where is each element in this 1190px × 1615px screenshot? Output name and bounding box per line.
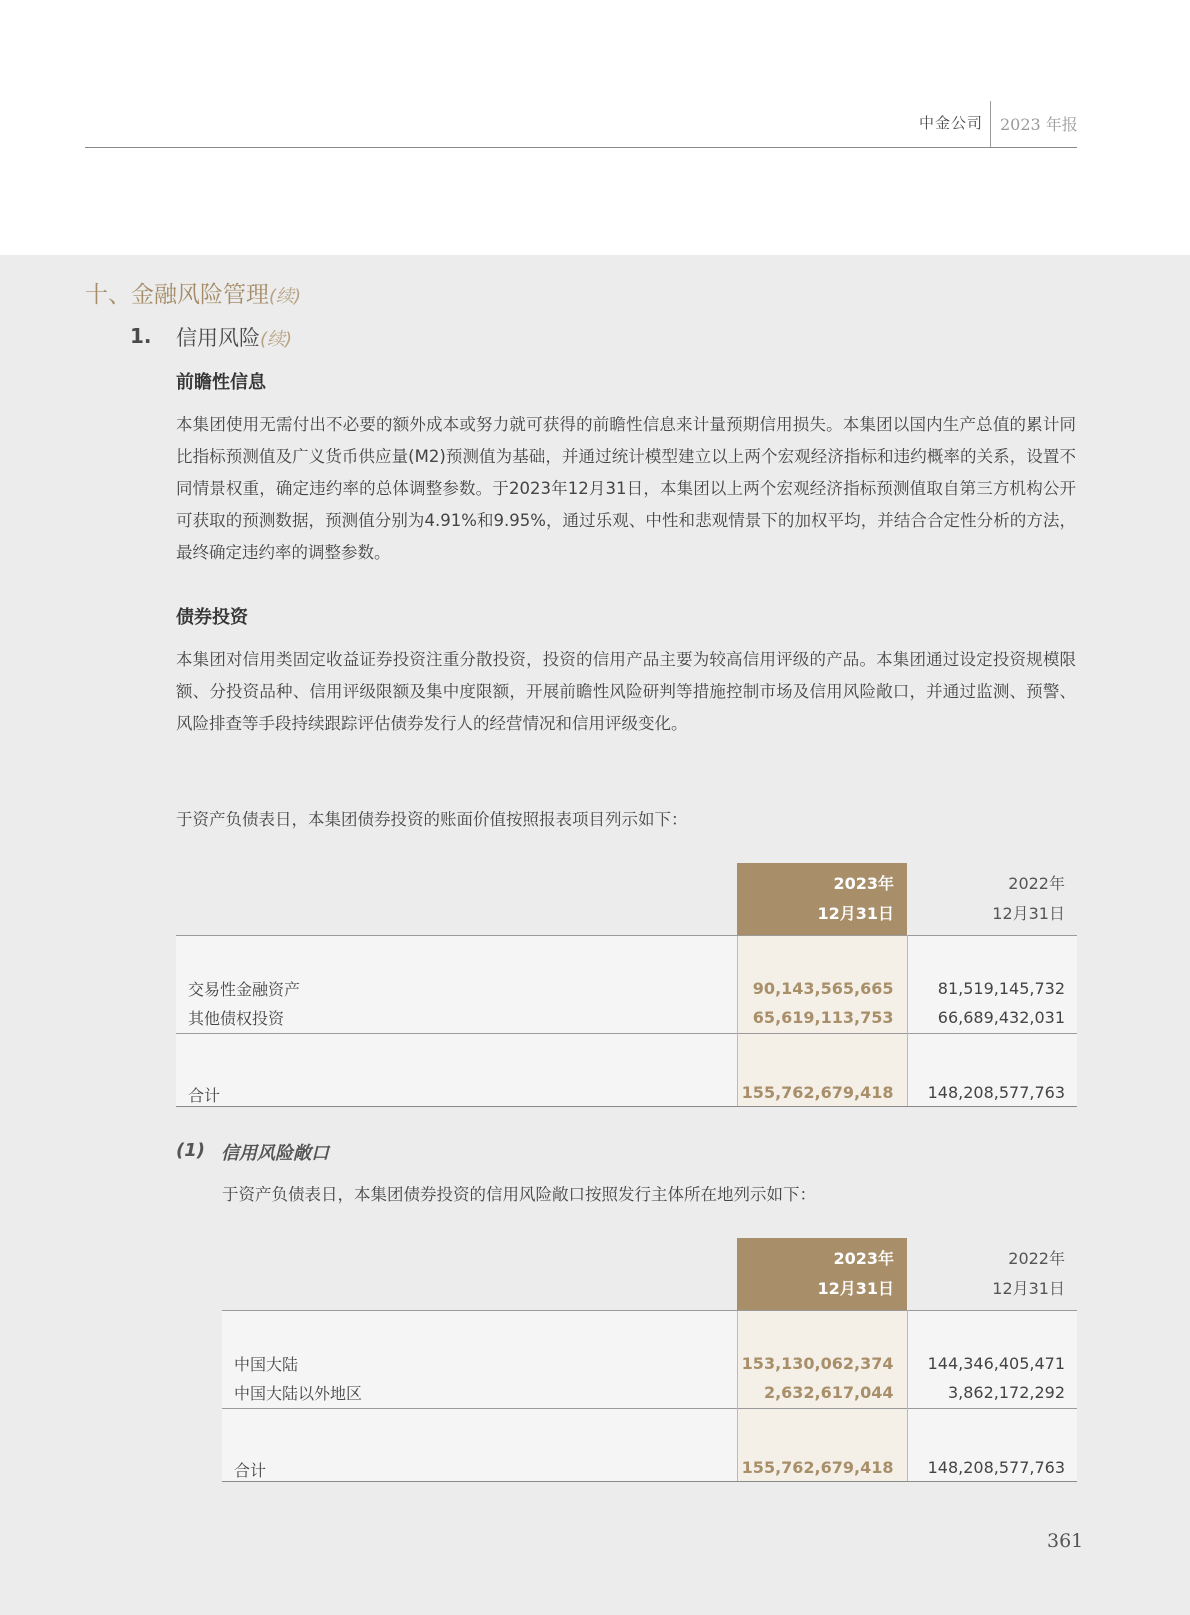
forward-paragraph: 本集团使用无需付出不必要的额外成本或努力就可获得的前瞻性信息来计量预期信用损失。本集团以国内生产总值的累计同比指标预测值及广义货币供应量(M2)预测值为基础，并通过统计模型建立以上两个宏观经济指标和违约概率的关系，设置不同情景权重，确定违约率的总体调整参数。于2023年12月31日，本集团以上两个宏观经济指标预测值取自第三方机构公开可获取的预测数据，预测值分别为4.91%和9.95%，通过乐观、中性和悲观情景下的加权平均，并结合合定性分析的方法，最终确定违约率的调整参数。: [176, 415, 1076, 562]
row-value-2022: 66,689,432,031: [907, 1003, 1077, 1033]
table-header-row: [222, 1238, 1077, 1310]
header-2023-date: 12月31日: [817, 903, 894, 923]
bond-carrying-table: [176, 863, 1077, 1107]
section-cont: (续): [269, 286, 302, 307]
total-value-2023: 155,762,679,418: [737, 1083, 907, 1107]
table-header-row: [176, 863, 1077, 935]
row-value-2023: 153,130,062,374: [737, 1348, 907, 1378]
table-spacer-row: [222, 1408, 1077, 1458]
header-blank: [222, 1238, 737, 1310]
total-value-2022: 148,208,577,763: [907, 1083, 1077, 1107]
total-value-2022: 148,208,577,763: [907, 1458, 1077, 1482]
header-rule: [85, 147, 1077, 148]
header-2022: [907, 1238, 1077, 1310]
header-2022-date: 12月31日: [992, 1278, 1065, 1298]
header-2023-year: 2023年: [833, 873, 894, 893]
exposure-number: (1): [176, 1140, 205, 1161]
row-label: 中国大陆以外地区: [222, 1378, 737, 1408]
header-2022-year: 2022年: [1008, 873, 1065, 893]
row-label: 交易性金融资产: [176, 973, 737, 1003]
exposure-region-table: [222, 1238, 1077, 1482]
row-value-2023: 65,619,113,753: [737, 1003, 907, 1033]
header-2022-date: 12月31日: [992, 903, 1065, 923]
subsection-cont: (续): [260, 329, 293, 350]
table-spacer-row: [222, 1310, 1077, 1348]
header-2023-date: 12月31日: [817, 1278, 894, 1298]
row-label: 其他债权投资: [176, 1003, 737, 1033]
bond-heading: 债券投资: [176, 607, 248, 628]
row-value-2022: 81,519,145,732: [907, 973, 1077, 1003]
row-value-2022: 144,346,405,471: [907, 1348, 1077, 1378]
header-blank: [176, 863, 737, 935]
total-label: 合计: [176, 1083, 737, 1107]
total-value-2023: 155,762,679,418: [737, 1458, 907, 1482]
bond-paragraph: 本集团对信用类固定收益证券投资注重分散投资，投资的信用产品主要为较高信用评级的产品。本集团通过设定投资规模限额、分投资品种、信用评级限额及集中度限额，开展前瞻性风险研判等措施控制市场及信用风险敞口，并通过监测、预警、风险排查等手段持续跟踪评估债券发行人的经营情况和信用评级变化。: [176, 650, 1076, 733]
row-value-2023: 2,632,617,044: [737, 1378, 907, 1408]
exposure-intro: 于资产负债表日，本集团债券投资的信用风险敞口按照发行主体所在地列示如下：: [222, 1185, 816, 1204]
exposure-title: 信用风险敞口: [221, 1143, 329, 1164]
subsection-title: [176, 322, 292, 352]
table-row: [176, 973, 1077, 1003]
table-row: [222, 1378, 1077, 1408]
header-company: 中金公司: [918, 114, 983, 132]
total-label: 合计: [222, 1458, 737, 1482]
table-total-row: [176, 1083, 1077, 1107]
header-2022-year: 2022年: [1008, 1248, 1065, 1268]
forward-heading: 前瞻性信息: [176, 372, 266, 393]
table-total-row: [222, 1458, 1077, 1482]
table-row: [222, 1348, 1077, 1378]
table-row: [176, 1003, 1077, 1033]
bond-intro: 于资产负债表日，本集团债券投资的账面价值按照报表项目列示如下：: [176, 810, 688, 829]
subsection-number: 1.: [130, 324, 152, 348]
header-year: 2023 年报: [1000, 115, 1078, 134]
header-2022: [907, 863, 1077, 935]
page-number: 361: [1047, 1530, 1084, 1552]
header-divider: [990, 101, 991, 147]
header-2023: [737, 1238, 907, 1310]
table-spacer-row: [176, 935, 1077, 973]
section-title-text: 十、金融风险管理: [85, 282, 269, 308]
subsection-title-text: 信用风险: [176, 326, 260, 350]
row-value-2022: 3,862,172,292: [907, 1378, 1077, 1408]
row-label: 中国大陆: [222, 1348, 737, 1378]
row-value-2023: 90,143,565,665: [737, 973, 907, 1003]
header-2023-year: 2023年: [833, 1248, 894, 1268]
section-title: [85, 276, 301, 309]
table-spacer-row: [176, 1033, 1077, 1083]
header-2023: [737, 863, 907, 935]
